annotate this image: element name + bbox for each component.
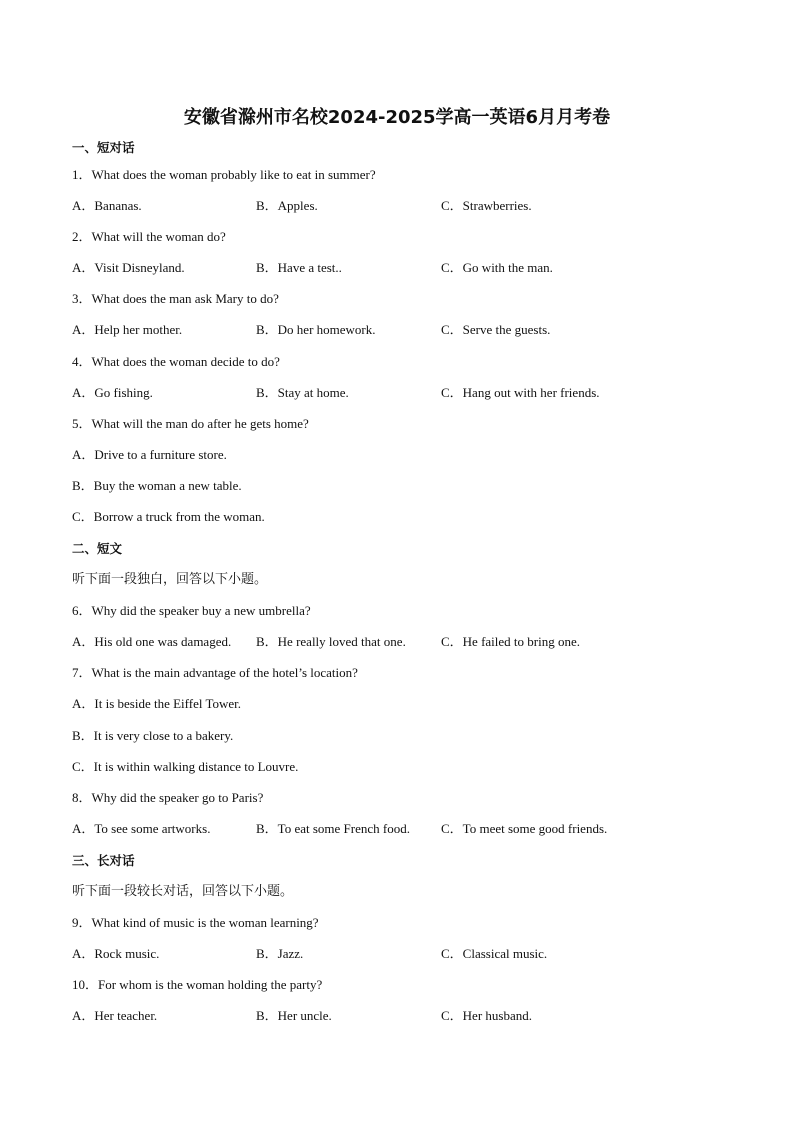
q10-option-a: A．Her teacher. (72, 1008, 158, 1023)
question-1: 1．What does the woman probably like to eat in summer? (72, 167, 376, 182)
q9-option-b: B．Jazz. (256, 946, 304, 961)
section-instruction-2: 听下面一段独白，回答以下小题。 (72, 572, 268, 587)
q4-option-c: C．Hang out with her friends. (441, 385, 600, 400)
q3-option-c: C．Serve the guests. (441, 322, 551, 337)
q1-option-a: A．Bananas. (72, 198, 142, 213)
q1-option-c: C．Strawberries. (441, 198, 532, 213)
question-10: 10．For whom is the woman holding the party? (72, 977, 323, 992)
q9-option-c: C．Classical music. (441, 946, 548, 961)
question-9: 9．What kind of music is the woman learning? (72, 915, 319, 930)
question-5: 5．What will the man do after he gets home? (72, 416, 309, 431)
question-4: 4．What does the woman decide to do? (72, 354, 280, 369)
q10-option-c: C．Her husband. (441, 1008, 532, 1023)
q4-option-a: A．Go fishing. (72, 385, 153, 400)
question-6: 6．Why did the speaker buy a new umbrella? (72, 603, 311, 618)
q6-option-a: A．His old one was damaged. (72, 634, 232, 649)
section-heading-3: 三、长对话 (72, 853, 135, 868)
q5-option-c: C．Borrow a truck from the woman. (72, 509, 265, 524)
q8-option-b: B．To eat some French food. (256, 821, 410, 836)
q9-option-a: A．Rock music. (72, 946, 160, 961)
q5-option-a: A．Drive to a furniture store. (72, 447, 227, 462)
q6-option-c: C．He failed to bring one. (441, 634, 580, 649)
q7-option-a: A．It is beside the Eiffel Tower. (72, 696, 242, 711)
question-8: 8．Why did the speaker go to Paris? (72, 790, 264, 805)
q3-option-a: A．Help her mother. (72, 322, 183, 337)
q5-option-b: B．Buy the woman a new table. (72, 478, 242, 493)
q8-option-c: C．To meet some good friends. (441, 821, 608, 836)
q3-option-b: B．Do her homework. (256, 322, 376, 337)
question-2: 2．What will the woman do? (72, 229, 226, 244)
section-instruction-3: 听下面一段较长对话，回答以下小题。 (72, 884, 294, 899)
q2-option-a: A．Visit Disneyland. (72, 260, 185, 275)
section-heading-1: 一、短对话 (72, 140, 135, 155)
q8-option-a: A．To see some artworks. (72, 821, 211, 836)
question-3: 3．What does the man ask Mary to do? (72, 291, 279, 306)
q10-option-b: B．Her uncle. (256, 1008, 332, 1023)
q2-option-c: C．Go with the man. (441, 260, 553, 275)
page-title: 安徽省滁州市名校2024-2025学高一英语6月月考卷 (183, 107, 611, 128)
q2-option-b: B．Have a test.. (256, 260, 342, 275)
question-7: 7．What is the main advantage of the hotel’s location? (72, 665, 358, 680)
q4-option-b: B．Stay at home. (256, 385, 349, 400)
q6-option-b: B．He really loved that one. (256, 634, 406, 649)
q7-option-c: C．It is within walking distance to Louvre. (72, 759, 299, 774)
section-heading-2: 二、短文 (72, 541, 123, 556)
q1-option-b: B．Apples. (256, 198, 318, 213)
q7-option-b: B．It is very close to a bakery. (72, 728, 234, 743)
